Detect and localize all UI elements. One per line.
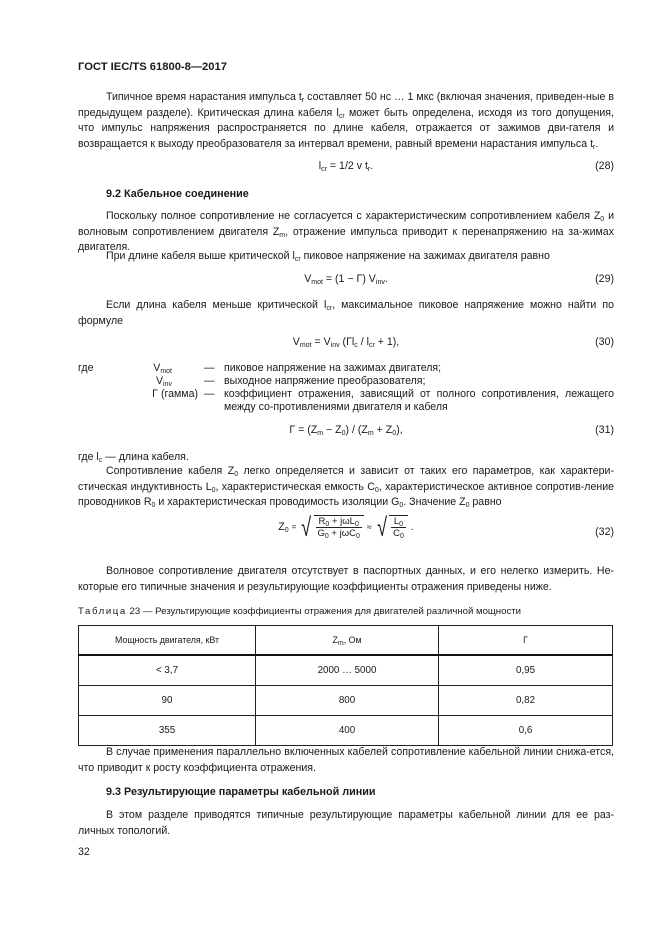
paragraph-topologies: В этом разделе приводятся типичные результирующие параметры кабельной линии для ее раз-личных топологий.	[78, 809, 614, 837]
column-header-impedance: $Z_m$, Ом	[256, 626, 439, 656]
table-header-row	[79, 626, 613, 656]
equation-32: $Z_0$ = √ $\frac{R_0 + j\omega L_0}{G_0 + j\omega C_0}$ ≈ √ $\frac{L_0}{C_0}$ . (32)	[278, 512, 614, 542]
paragraph-impedance: Поскольку полное сопротивление не согласуется с характеристическим сопротивлением кабеля $Z_0$ и волновым сопротивлением двигателя $Z_m$, отражение импульса приводит к перенапряжению на за-жимах двигателя.	[78, 210, 614, 254]
paragraph-cable-resistance: Сопротивление кабеля $Z_0$ легко определяется и зависит от таких его параметров, как характери-стическая индуктивность $L_0$, характеристическая емкость $C_0$, характеристическое активное сопротив-ление проводников $R_0$ и характеристическая проводимость изоляции $G_0$. Значение $Z_0$ равно	[78, 465, 615, 510]
document-header: ГОСТ IEC/TS 61800-8—2017	[78, 61, 227, 73]
equation-number: (28)	[595, 160, 614, 172]
page-number: 32	[78, 846, 90, 858]
equation-31: $\Gamma = (Z_m - Z_0) / (Z_m + Z_0)$, (31)	[289, 424, 614, 437]
paragraph-below-critical: Если длина кабеля меньше критической $l_{cr}$, максимальное пиковое напряжение можно найти по формуле	[78, 299, 614, 327]
paragraph-rise-time: Типичное время нарастания импульса $t_r$ составляет 50 нс … 1 мкс (включая значения, приведен-ные в предыдущем разделе). Критическая длина кабеля $l_{cr}$ может быть определена, исходя из того допущения, что импульс напряжения распространяется по длине кабеля, отражается от зажимов дви-гателя и возвращается к выходу преобразователя за интервал времени, равный времени нарастания импульса $t_r$.	[78, 91, 614, 151]
section-heading-9-3: 9.3 Результирующие параметры кабельной линии	[106, 786, 376, 798]
table-row: 355 400 0,6	[79, 716, 613, 746]
column-header-gamma: Γ	[439, 626, 613, 656]
paragraph-above-critical: При длине кабеля выше критической $l_{cr}$ пиковое напряжение на зажимах двигателя равно	[106, 250, 550, 263]
equation-28: $l_{cr} = 1/2$ v $t_r$. (28)	[318, 160, 614, 173]
symbol-definitions: где $V_{mot}$ — пиковое напряжение на зажимах двигателя; $V_{inv}$ — выходное напряжение преобразователя; Γ (гамма) — коэффициент отражения, зависящий от полного сопротивления, лежащего между со-противлениями двигателя и кабеля	[78, 362, 614, 413]
paragraph-parallel-cables: В случае применения параллельно включенных кабелей сопротивление кабельной линии снижа-ется, что приводит к росту коэффициента отражения.	[78, 746, 614, 774]
paragraph-motor-impedance: Волновое сопротивление двигателя отсутствует в паспортных данных, и его нелегко измерить. Не-которые его типичные значения и результирующие коэффициенты отражения приведены ниже.	[78, 565, 614, 593]
table-row: 90 800 0,82	[79, 686, 613, 716]
equation-30: $V_{mot} = V_{inv}$ $(\Gamma l_c / l_{cr} + 1)$, (30)	[292, 336, 614, 349]
table-caption: Таблица 23 — Результирующие коэффициенты отражения для двигателей различной мощности	[78, 606, 521, 617]
section-heading-9-2: 9.2 Кабельное соединение	[106, 188, 249, 200]
paragraph-cable-length-def: где $l_c$ — длина кабеля.	[78, 451, 189, 464]
reflection-coefficient-table	[78, 625, 613, 746]
table-row: < 3,7 2000 … 5000 0,95	[79, 655, 613, 686]
column-header-power: Мощность двигателя, кВт	[79, 626, 256, 656]
equation-29: $V_{mot} = (1 - \Gamma)$ $V_{inv}$. (29)	[304, 273, 614, 286]
